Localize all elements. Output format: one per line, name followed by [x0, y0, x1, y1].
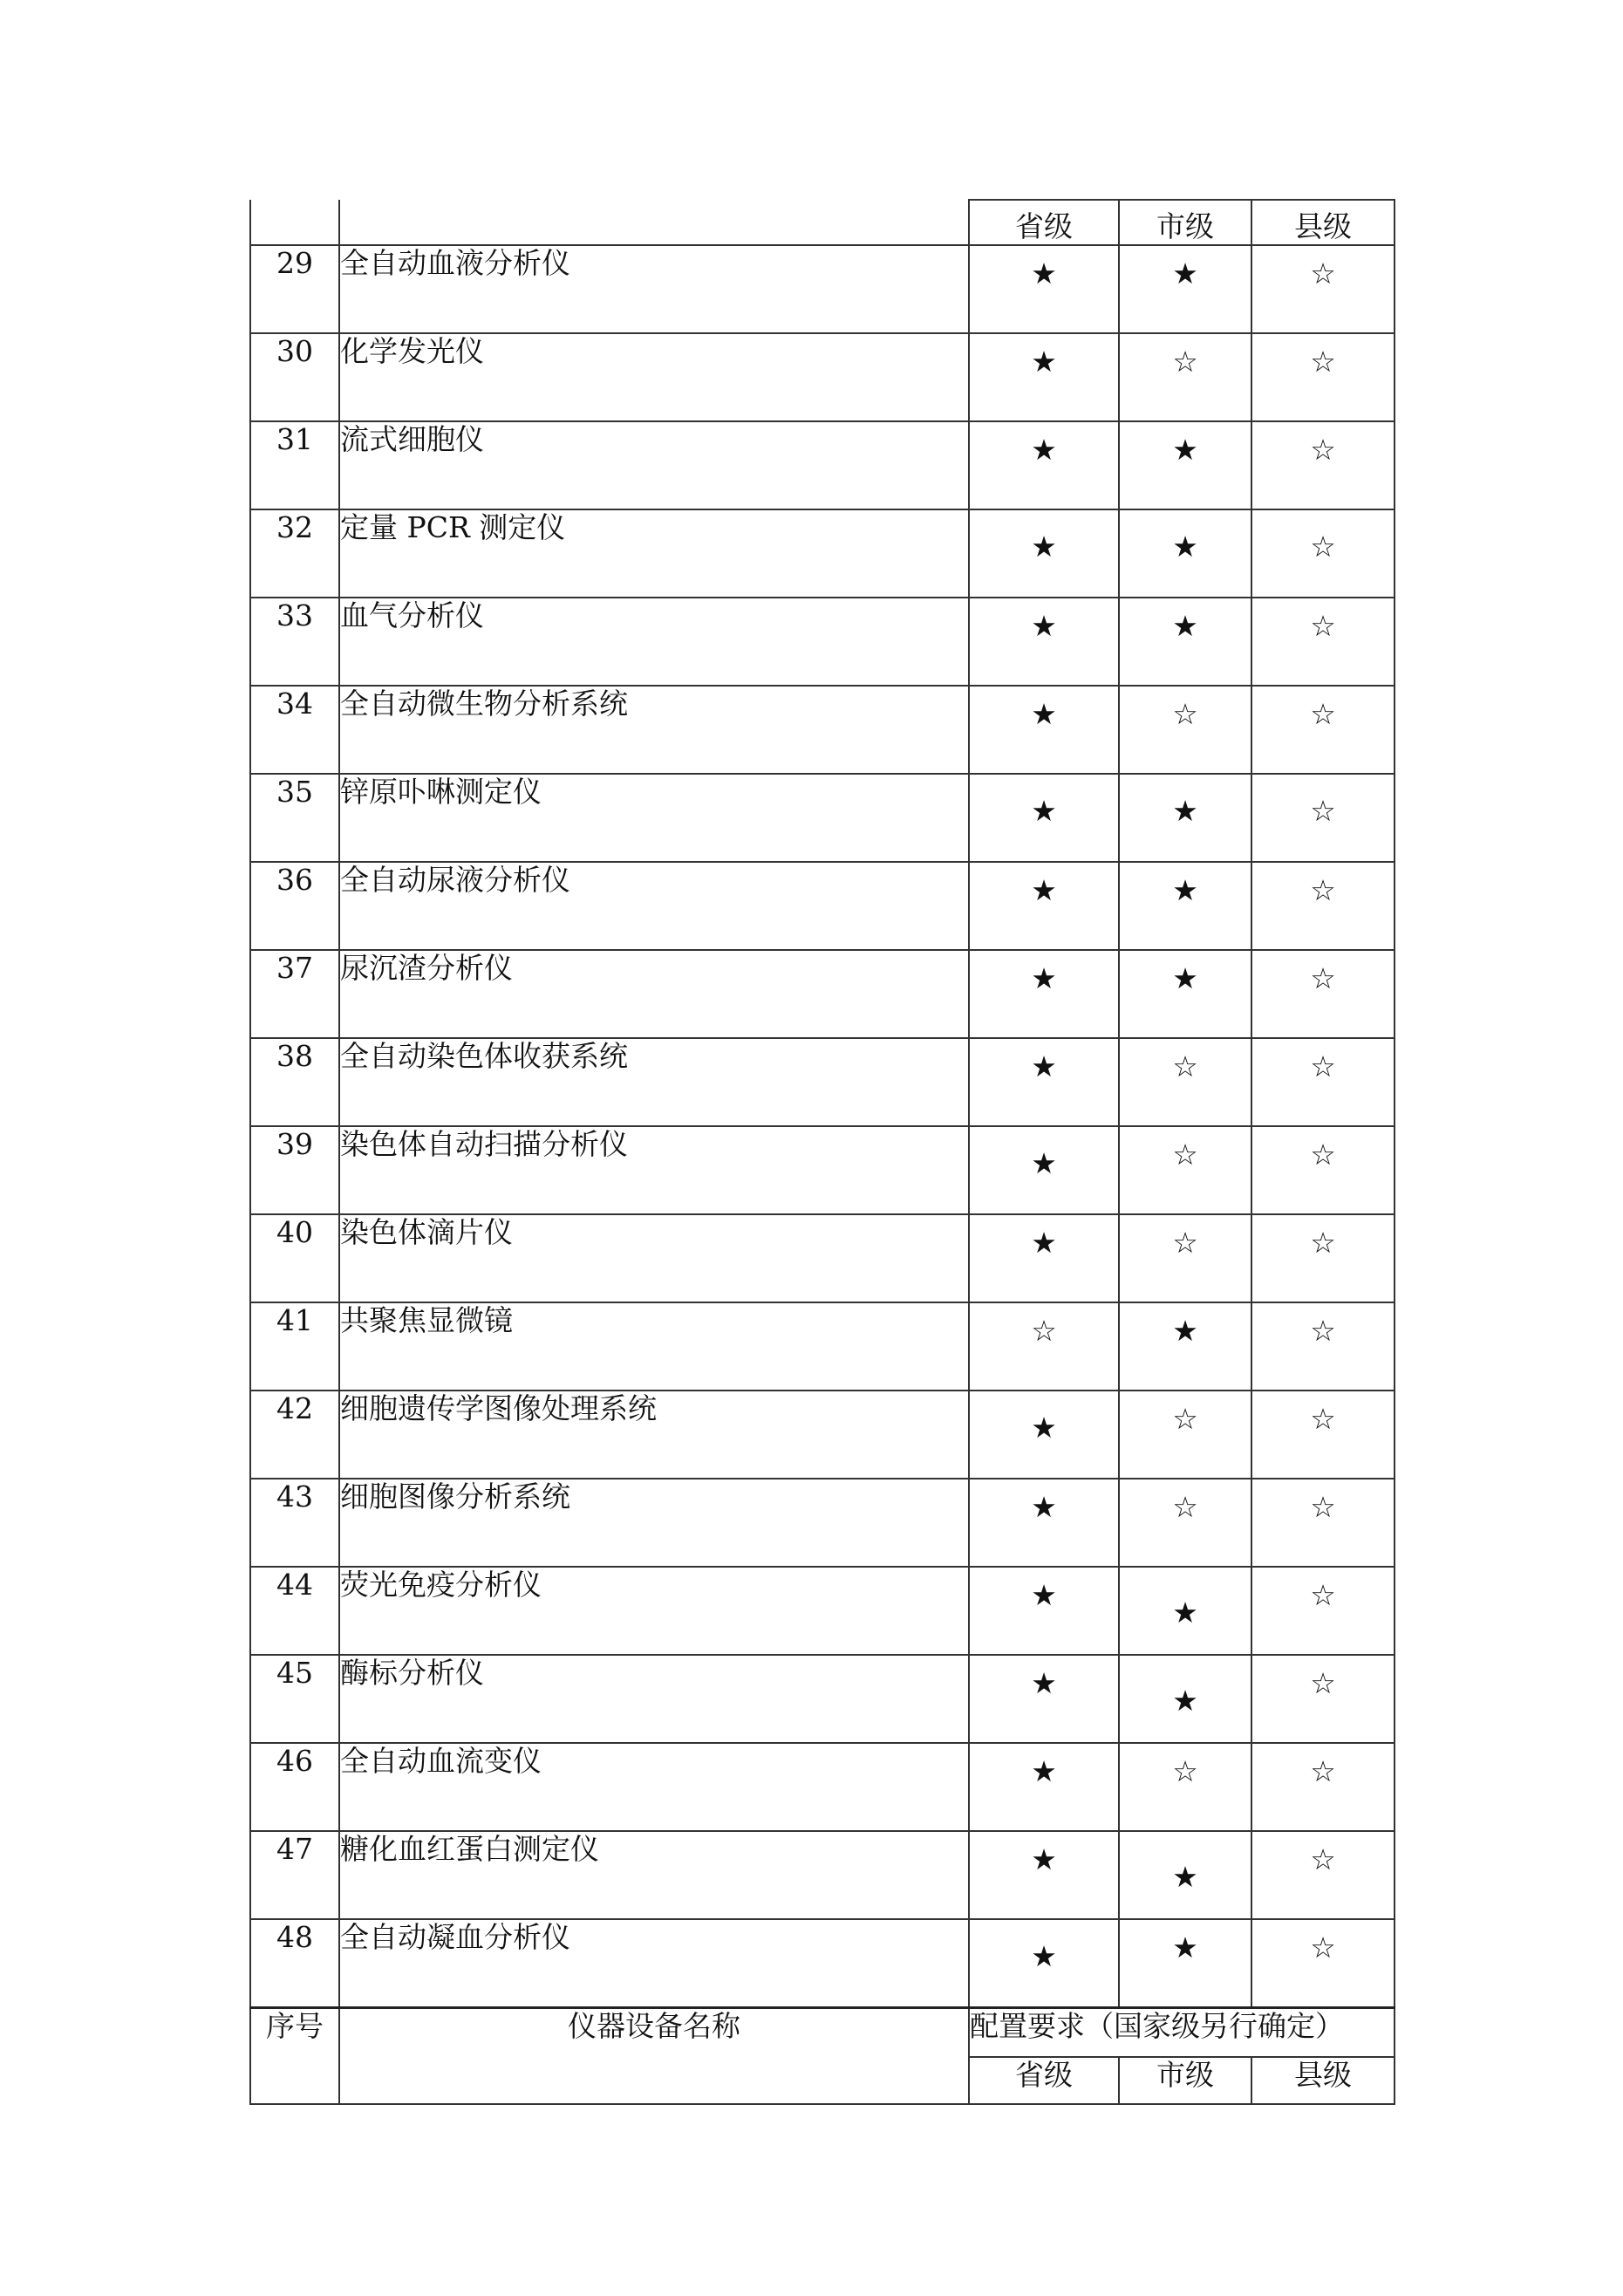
continued-header-row [250, 200, 1395, 245]
province-mark: ★ [1031, 873, 1057, 907]
table-row [250, 774, 1395, 862]
header-config-requirement: 配置要求（国家级另行确定） [969, 2008, 1395, 2058]
city-mark: ★ [1172, 1930, 1198, 1965]
county-mark: ☆ [1310, 433, 1336, 467]
row-number: 30 [250, 333, 339, 421]
county-mark: ☆ [1310, 1226, 1336, 1260]
row-number: 40 [250, 1214, 339, 1302]
province-mark: ★ [1031, 1411, 1057, 1445]
equipment-name: 锌原卟啉测定仪 [339, 774, 969, 862]
province-mark: ★ [1031, 256, 1057, 290]
table-row [250, 509, 1395, 598]
table-row [250, 1919, 1395, 2008]
table-row [250, 1479, 1395, 1567]
equipment-name: 共聚焦显微镜 [339, 1302, 969, 1391]
county-mark: ☆ [1310, 794, 1336, 828]
province-mark: ★ [1031, 1146, 1057, 1180]
equipment-name: 染色体滴片仪 [339, 1214, 969, 1302]
table-row [250, 686, 1395, 774]
city-mark: ★ [1172, 961, 1198, 995]
city-mark: ☆ [1172, 1049, 1198, 1083]
header-level-county: 县级 [1251, 200, 1395, 245]
header-level-city: 市级 [1119, 200, 1251, 245]
province-mark: ★ [1031, 1842, 1057, 1876]
table-row [250, 1038, 1395, 1126]
county-mark: ☆ [1310, 1138, 1336, 1172]
header-level-province-bottom: 省级 [969, 2057, 1119, 2104]
city-mark: ★ [1172, 530, 1198, 564]
city-mark: ★ [1172, 1314, 1198, 1348]
table-header-row [250, 2008, 1395, 2058]
equipment-config-table [249, 199, 1395, 2105]
county-mark: ☆ [1310, 1402, 1336, 1436]
header-index: 序号 [250, 2008, 339, 2105]
equipment-name: 全自动微生物分析系统 [339, 686, 969, 774]
city-mark: ★ [1172, 794, 1198, 828]
row-number: 41 [250, 1302, 339, 1391]
county-mark: ☆ [1310, 256, 1336, 290]
equipment-name: 定量 PCR 测定仪 [339, 509, 969, 598]
city-mark: ☆ [1172, 1754, 1198, 1788]
equipment-name: 全自动尿液分析仪 [339, 862, 969, 950]
row-number: 44 [250, 1567, 339, 1655]
county-mark: ☆ [1310, 1490, 1336, 1524]
equipment-name: 全自动血液分析仪 [339, 245, 969, 333]
equipment-name: 酶标分析仪 [339, 1655, 969, 1743]
city-mark: ☆ [1172, 1226, 1198, 1260]
county-mark: ☆ [1310, 1842, 1336, 1876]
row-number: 47 [250, 1831, 339, 1919]
province-mark: ★ [1031, 697, 1057, 731]
city-mark: ☆ [1172, 697, 1198, 731]
province-mark: ★ [1031, 433, 1057, 467]
province-mark: ★ [1031, 609, 1057, 643]
header-level-province: 省级 [969, 200, 1119, 245]
row-number: 32 [250, 509, 339, 598]
county-mark: ☆ [1310, 961, 1336, 995]
equipment-name: 荧光免疫分析仪 [339, 1567, 969, 1655]
city-mark: ★ [1172, 433, 1198, 467]
province-mark: ★ [1031, 1939, 1057, 1973]
table-row [250, 1743, 1395, 1831]
row-number: 42 [250, 1391, 339, 1479]
city-mark: ★ [1172, 256, 1198, 290]
province-mark: ★ [1031, 1666, 1057, 1700]
equipment-name: 流式细胞仪 [339, 421, 969, 509]
row-number: 43 [250, 1479, 339, 1567]
province-mark: ★ [1031, 1049, 1057, 1083]
county-mark: ☆ [1310, 345, 1336, 379]
table-row [250, 1655, 1395, 1743]
county-mark: ☆ [1310, 1049, 1336, 1083]
county-mark: ☆ [1310, 873, 1336, 907]
county-mark: ☆ [1310, 609, 1336, 643]
row-number: 46 [250, 1743, 339, 1831]
row-number: 29 [250, 245, 339, 333]
table-row [250, 1567, 1395, 1655]
city-mark: ★ [1172, 1860, 1198, 1894]
city-mark: ☆ [1172, 345, 1198, 379]
row-number: 48 [250, 1919, 339, 2008]
county-mark: ☆ [1310, 1578, 1336, 1612]
header-level-city-bottom: 市级 [1119, 2057, 1251, 2104]
county-mark: ☆ [1310, 1930, 1336, 1965]
equipment-name: 尿沉渣分析仪 [339, 950, 969, 1038]
equipment-name: 糖化血红蛋白测定仪 [339, 1831, 969, 1919]
table-row [250, 1831, 1395, 1919]
equipment-name: 全自动染色体收获系统 [339, 1038, 969, 1126]
table-row [250, 421, 1395, 509]
header-blank-index [250, 200, 339, 245]
row-number: 31 [250, 421, 339, 509]
city-mark: ☆ [1172, 1138, 1198, 1172]
equipment-name: 化学发光仪 [339, 333, 969, 421]
province-mark: ★ [1031, 1490, 1057, 1524]
equipment-name: 血气分析仪 [339, 598, 969, 686]
county-mark: ☆ [1310, 1754, 1336, 1788]
header-level-county-bottom: 县级 [1251, 2057, 1395, 2104]
city-mark: ☆ [1172, 1402, 1198, 1436]
header-equipment-name: 仪器设备名称 [339, 2008, 969, 2105]
equipment-name: 全自动凝血分析仪 [339, 1919, 969, 2008]
table-row [250, 1214, 1395, 1302]
table-row [250, 1302, 1395, 1391]
city-mark: ★ [1172, 1596, 1198, 1630]
table-row [250, 1391, 1395, 1479]
city-mark: ★ [1172, 873, 1198, 907]
province-mark: ★ [1031, 794, 1057, 828]
equipment-name: 细胞图像分析系统 [339, 1479, 969, 1567]
table-row [250, 245, 1395, 333]
table-row [250, 598, 1395, 686]
province-mark: ★ [1031, 1578, 1057, 1612]
province-mark: ★ [1031, 345, 1057, 379]
row-number: 38 [250, 1038, 339, 1126]
county-mark: ☆ [1310, 697, 1336, 731]
city-mark: ☆ [1172, 1490, 1198, 1524]
equipment-name: 细胞遗传学图像处理系统 [339, 1391, 969, 1479]
county-mark: ☆ [1310, 1666, 1336, 1700]
province-mark: ★ [1031, 530, 1057, 564]
row-number: 37 [250, 950, 339, 1038]
header-blank-name [339, 200, 969, 245]
row-number: 33 [250, 598, 339, 686]
province-mark: ★ [1031, 961, 1057, 995]
city-mark: ★ [1172, 609, 1198, 643]
province-mark: ☆ [1031, 1314, 1057, 1348]
county-mark: ☆ [1310, 1314, 1336, 1348]
table-row [250, 950, 1395, 1038]
row-number: 39 [250, 1126, 339, 1214]
province-mark: ★ [1031, 1226, 1057, 1260]
county-mark: ☆ [1310, 530, 1336, 564]
table-row [250, 862, 1395, 950]
city-mark: ★ [1172, 1684, 1198, 1718]
row-number: 35 [250, 774, 339, 862]
row-number: 34 [250, 686, 339, 774]
table-row [250, 333, 1395, 421]
province-mark: ★ [1031, 1754, 1057, 1788]
row-number: 36 [250, 862, 339, 950]
table-row [250, 1126, 1395, 1214]
equipment-name: 全自动血流变仪 [339, 1743, 969, 1831]
row-number: 45 [250, 1655, 339, 1743]
equipment-name: 染色体自动扫描分析仪 [339, 1126, 969, 1214]
